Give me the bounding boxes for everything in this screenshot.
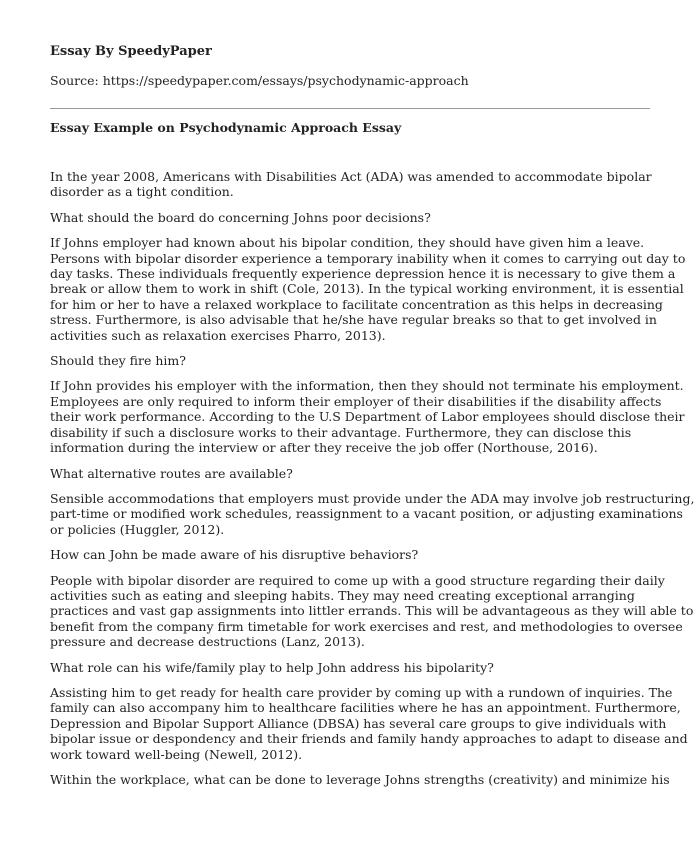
paragraph-line: work toward well-being (Newell, 2012). [50, 746, 303, 762]
paragraph-line: for him or her to have a relaxed workplace to facilitate concentration as this helps in decreasing [50, 296, 663, 312]
header-divider [50, 108, 650, 109]
paragraph-line: information during the interview or after they receive the job offer (Northouse, 2016). [50, 440, 598, 456]
paragraph-line: Persons with bipolar disorder experience a temporary inability when it comes to carrying out day to [50, 250, 686, 266]
paragraph-line: pressure and decrease destructions (Lanz, 2013). [50, 634, 365, 650]
essay-paragraph [50, 572, 694, 650]
paragraph-line: stress. Furthermore, is also advisable that he/she have regular breaks so that to get involved in [50, 312, 657, 328]
essay-paragraph [50, 660, 660, 675]
paragraph-line: part-time or modified work schedules, reassignment to a vacant position, or adjusting examinations [50, 506, 683, 522]
paragraph-line: benefit from the company firm timetable for work exercises and rest, and methodologies to oversee [50, 618, 683, 634]
essay-paragraph [50, 353, 660, 368]
paragraph-line: Within the workplace, what can be done to leverage Johns strengths (creativity) and minimize his [50, 772, 670, 787]
paragraph-line: People with bipolar disorder are required to come up with a good structure regarding their daily [50, 572, 665, 588]
paragraph-line: If Johns employer had known about his bipolar condition, they should have given him a leave. [50, 235, 645, 251]
essay-paragraph [50, 169, 660, 200]
essay-paragraph [50, 466, 660, 481]
document-header-title: Essay By SpeedyPaper [50, 44, 212, 59]
paragraph-line: family can also accompany him to healthcare facilities where he has an appointment. Furthermore, [50, 700, 681, 716]
paragraph-line: What alternative routes are available? [50, 465, 293, 481]
paragraph-line: Should they fire him? [50, 353, 186, 369]
paragraph-line: activities such as relaxation exercises Pharro, 2013). [50, 327, 386, 343]
essay-paragraph [50, 490, 695, 537]
essay-body [50, 169, 695, 797]
paragraph-line: bipolar issue or despondency and their friends and family handy approaches to adapt to disease and [50, 731, 688, 747]
paragraph-line: In the year 2008, Americans with Disabilities Act (ADA) was amended to accommodate bipolar [50, 169, 652, 184]
document-source-line: Source: https://speedypaper.com/essays/psychodynamic-approach [50, 73, 469, 88]
essay-paragraph [50, 547, 660, 562]
essay-paragraph [50, 378, 685, 456]
paragraph-line: Assisting him to get ready for health care provider by coming up with a rundown of inquiries. The [50, 684, 673, 700]
paragraph-line: How can John be made aware of his disruptive behaviors? [50, 547, 419, 563]
paragraph-line: day tasks. These individuals frequently experience depression hence it is necessary to give them a [50, 266, 676, 282]
paragraph-line: activities such as eating and sleeping habits. They may need creating exceptional arranging [50, 587, 635, 603]
paragraph-line: practices and vast gap assignments into littler errands. This will be advantageous as they will able to [50, 603, 694, 619]
paragraph-line: disorder as a tight condition. [50, 184, 234, 200]
essay-paragraph [50, 210, 660, 225]
essay-title: Essay Example on Psychodynamic Approach Essay [50, 120, 402, 135]
paragraph-line: Sensible accommodations that employers must provide under the ADA may involve job restructuring, [50, 490, 695, 506]
essay-paragraph [50, 772, 670, 787]
paragraph-line: or policies (Huggler, 2012). [50, 521, 225, 537]
paragraph-line: Depression and Bipolar Support Alliance (DBSA) has several care groups to give individuals with [50, 715, 667, 731]
paragraph-line: their work performance. According to the U.S Department of Labor employees should disclose their [50, 409, 685, 425]
paragraph-line: break or allow them to work in shift (Cole, 2013). In the typical working environment, it is essential [50, 281, 684, 297]
paragraph-line: disability if such a disclosure works to their advantage. Furthermore, they can disclose this [50, 424, 632, 440]
essay-paragraph [50, 684, 688, 762]
paragraph-line: What should the board do concerning Johns poor decisions? [50, 209, 431, 225]
essay-paragraph [50, 235, 686, 343]
paragraph-line: What role can his wife/family play to help John address his bipolarity? [50, 659, 494, 675]
paragraph-line: If John provides his employer with the information, then they should not terminate his employment. [50, 378, 684, 394]
paragraph-line: Employees are only required to inform their employer of their disabilities if the disability affects [50, 393, 662, 409]
